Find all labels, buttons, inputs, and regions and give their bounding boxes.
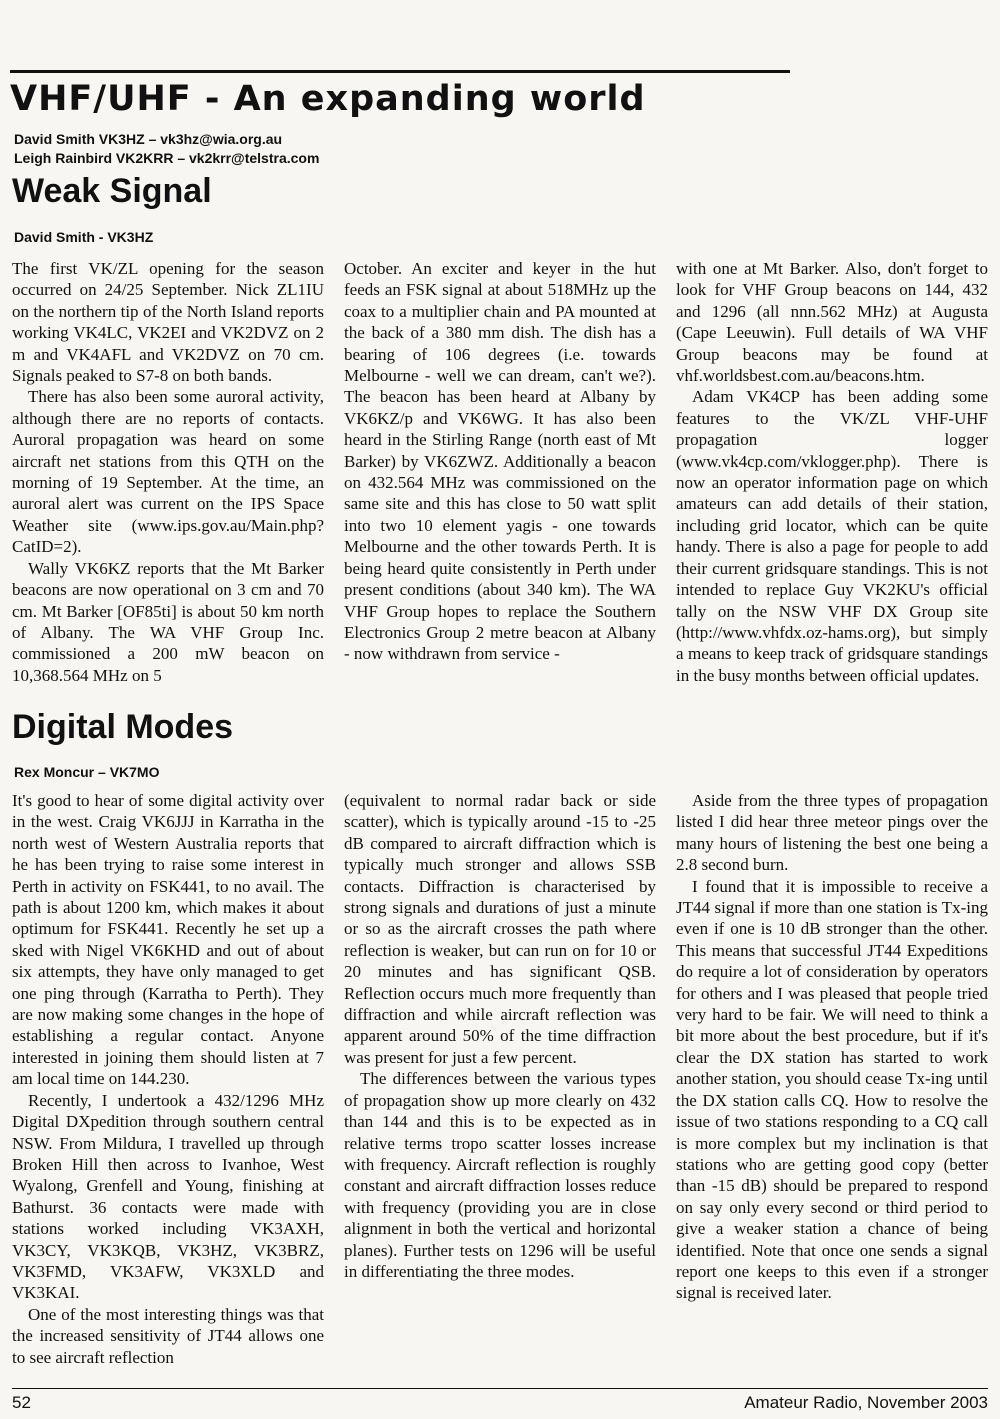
article-column [344, 790, 656, 1390]
article-column [676, 790, 988, 1390]
article-column [12, 258, 324, 706]
page-footer [12, 1388, 988, 1413]
page-number: 52 [12, 1393, 31, 1412]
column-masthead [10, 70, 790, 119]
paragraph: There has also been some auroral activity, although there are no reports of contacts. Auroral propagation was heard on some aircraft net stations from this QTH on the morning of 19 September. At the time, an auroral alert was current on the IPS Space Weather site (www.ips.gov.au/Main.php?CatID=2). [12, 387, 324, 557]
paragraph: with one at Mt Barker. Also, don't forget to look for VHF Group beacons on 144, 432 and 1296 (all nnn.562 MHz) at Augusta (Cape Leeuwin). Full details of WA VHF Group beacons may be found at vhf.worldsbest.com.au/beacons.htm. [676, 259, 988, 386]
paragraph: Aside from the three types of propagation listed I did hear three meteor pings over the many hours of listening the best one being a 2.8 second burn. [676, 791, 988, 875]
author-line: David Smith VK3HZ – vk3hz@wia.org.au [14, 131, 283, 147]
paragraph: It's good to hear of some digital activity over in the west. Craig VK6JJJ in Karratha in the north west of Western Australia reports that he has been trying to raise some interest in Perth in activity on FSK441, to no avail. The path is about 1200 km, which makes it about optimum for FSK441. Recently he set up a sked with Nigel VK6KHD and out of about six attempts, they have only managed to get one ping through (Karratha to Perth). They are now making some changes in the hope of establishing a regular contact. Anyone interested in joining them should listen at 7 am local time on 144.230. [12, 791, 324, 1089]
section-byline-weak-signal: David Smith - VK3HZ [14, 229, 154, 245]
paragraph: One of the most interesting things was that the increased sensitivity of JT44 allows one to see aircraft reflection [12, 1304, 324, 1367]
paragraph: Wally VK6KZ reports that the Mt Barker beacons are now operational on 3 cm and 70 cm. Mt Barker [OF85ti] is about 50 km north of Albany. The WA VHF Group Inc. commissioned a 200 mW beacon on 10,368.564 MHz on 5 [12, 558, 324, 685]
column-authors [14, 130, 319, 168]
publication-info: Amateur Radio, November 2003 [744, 1393, 988, 1412]
paragraph: The differences between the various types of propagation show up more clearly on 432 than 144 and this is to be expected as in relative terms tropo scatter losses increase with frequency. Aircraft reflection is roughly constant and aircraft diffraction losses reduce with frequency (providing you are in close alignment in both the vertical and horizontal planes). Further tests on 1296 will be useful in differentiating the three modes. [344, 1069, 656, 1281]
paragraph: October. An exciter and keyer in the hut feeds an FSK signal at about 518MHz up the coax to a multiplier chain and PA mounted at the back of a 380 mm dish. The dish has a bearing of 106 degrees (i.e. towards Melbourne - well we can dream, can't we?). The beacon has been heard at Albany by VK6KZ/p and VK6WG. It has also been heard in the Stirling Range (north east of Mt Barker) by VK6ZWZ. Additionally a beacon on 432.564 MHz was commissioned on the same site and this has close to 50 watt split into two 10 element yagis - one towards Melbourne and the other towards Perth. It is being heard quite consistently in Perth under present conditions (about 340 km). The WA VHF Group hopes to replace the Southern Electronics Group 2 metre beacon at Albany - now withdrawn from service - [344, 259, 656, 664]
digital-modes-columns [12, 790, 988, 1390]
paragraph: I found that it is impossible to receive a JT44 signal if more than one station is Tx-ing even if one is 10 dB stronger than the other. This means that successful JT44 Expeditions do require a lot of consideration by operators for others and I was pleased that people tried very hard to be fair. We will need to think a bit more about the best procedure, but if it's clear the DX station has started to work another station, you should cease Tx-ing until the DX station calls CQ. How to resolve the issue of two stations responding to a CQ call is more complex but my inclination is that stations who are getting good copy (better than -15 dB) should be prepared to respond on say only every second or third period to give a weaker station a chance of being identified. Note that once one sends a signal report one keeps to this even if a stronger signal is received later. [676, 876, 988, 1303]
author-line: Leigh Rainbird VK2KRR – vk2krr@telstra.com [14, 150, 320, 166]
section-byline-digital-modes: Rex Moncur – VK7MO [14, 764, 160, 780]
column-title: VHF/UHF - An expanding world [10, 79, 646, 119]
section-title-weak-signal: Weak Signal [12, 172, 212, 210]
article-column [676, 258, 988, 706]
paragraph: Recently, I undertook a 432/1296 MHz Digital DXpedition through southern central NSW. From Mildura, I travelled up through Broken Hill then across to Ivanhoe, West Wyalong, Grenfell and Young, finishing at Bathurst. 36 contacts were made with stations worked including VK3AXH, VK3CY, VK3KQB, VK3HZ, VK3BRZ, VK3FMD, VK3AFW, VK3XLD and VK3KAI. [12, 1090, 324, 1303]
weak-signal-columns [12, 258, 988, 706]
article-column [12, 790, 324, 1390]
article-column [344, 258, 656, 706]
section-title-digital-modes: Digital Modes [12, 708, 234, 746]
paragraph: Adam VK4CP has been adding some features to the VK/ZL VHF-UHF propagation logger (www.vk4cp.com/vklogger.php). There is now an operator information page on which amateurs can add details of their station, including grid locator, which can be quite handy. There is also a page for people to add their current gridsquare standings. This is not intended to replace Guy VK2KU's official tally on the NSW VHF DX Group site (http://www.vhfdx.oz-hams.org), but simply a means to keep track of gridsquare standings in the busy months between official updates. [676, 387, 988, 685]
paragraph: (equivalent to normal radar back or side scatter), which is typically around -15 to -25 dB compared to aircraft diffraction which is typically much stronger and allows SSB contacts. Diffraction is characterised by strong signals and durations of just a minute or so as the aircraft crosses the path where reflection is weaker, but can run on for 10 or 20 minutes and has significant QSB. Reflection occurs much more frequently than diffraction and while aircraft reflection was apparent around 50% of the time diffraction was present for just a few percent. [344, 791, 656, 1067]
paragraph: The first VK/ZL opening for the season occurred on 24/25 September. Nick ZL1IU on the northern tip of the North Island reports working VK4LC, VK2EI and VK2DVZ on 2 m and VK4AFL and VK2DVZ on 70 cm. Signals peaked to S7-8 on both bands. [12, 259, 324, 386]
